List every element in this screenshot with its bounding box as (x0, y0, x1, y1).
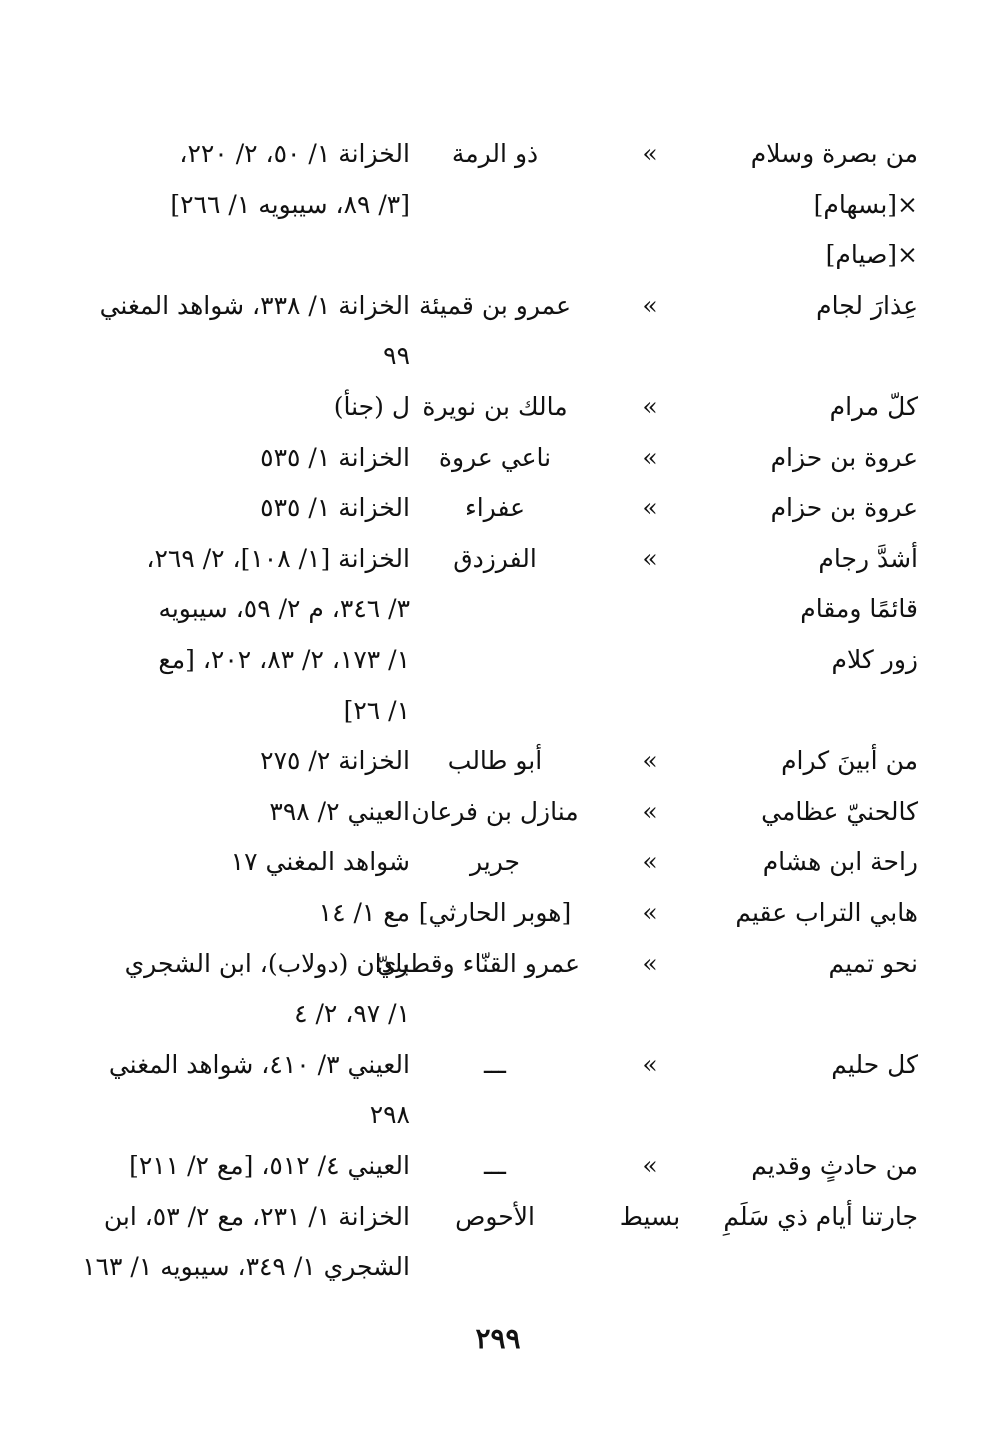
source-reference: ٩٩ (383, 341, 410, 370)
poet-name: ـــ (484, 1050, 506, 1079)
poet-name: [هوبر الحارثي] (418, 898, 572, 927)
index-row (70, 636, 930, 684)
source-reference: الخزانة ١/ ٥٠، ٢/ ٢٢٠، (179, 139, 410, 168)
index-row (70, 1142, 930, 1190)
poet-name: أبو طالب (447, 746, 543, 775)
index-row (70, 737, 930, 785)
source-reference: الخزانة ١/ ٢٣١، مع ٢/ ٥٣، ابن (103, 1202, 410, 1231)
meter-text: بسيط (619, 1202, 681, 1231)
meter-text: » (642, 139, 658, 168)
poet-name: منازل بن فرعان (411, 797, 579, 826)
source-reference: بلدان (دولاب)، ابن الشجري (124, 949, 410, 978)
poet-name: مالك بن نويرة (422, 392, 568, 421)
verse-text: عروة بن حزام (770, 443, 918, 472)
meter-text: » (642, 443, 658, 472)
verse-text: عِذارَ لجام (816, 291, 918, 320)
source-reference: ١/ ٢٦] (343, 696, 410, 725)
verse-text: من بصرة وسلام (750, 139, 918, 168)
verse-text: كلّ مرام (829, 392, 918, 421)
verse-text: راحة ابن هشام (762, 847, 918, 876)
meter-text: » (642, 544, 658, 573)
source-reference: مع ١/ ١٤ (318, 898, 410, 927)
page-number: ٢٩٩ (475, 1322, 521, 1355)
index-row (70, 434, 930, 482)
source-reference: الخزانة ٢/ ٢٧٥ (260, 746, 410, 775)
source-reference: الخزانة ١/ ٥٣٥ (260, 493, 410, 522)
source-reference: شواهد المغني ١٧ (230, 847, 410, 876)
source-reference: العيني ٤/ ٥١٢، [مع ٢/ ٢١١] (129, 1151, 410, 1180)
verse-text: قائمًا ومقام (800, 594, 918, 623)
index-row (70, 484, 930, 532)
source-reference: ١/ ٩٧، ٢/ ٤ (294, 999, 410, 1028)
meter-text: » (642, 797, 658, 826)
index-row (70, 535, 930, 583)
meter-text: » (642, 847, 658, 876)
verse-text: زور كلام (831, 645, 918, 674)
poet-name: عمرو بن قميئة (418, 291, 571, 320)
index-row (70, 1193, 930, 1241)
meter-text: » (642, 746, 658, 775)
source-reference: الخزانة [١/ ١٠٨]، ٢/ ٢٦٩، (146, 544, 410, 573)
verse-text: نحو تميم (828, 949, 918, 978)
index-row (70, 383, 930, 431)
verse-text: عروة بن حزام (770, 493, 918, 522)
source-reference: العيني ٢/ ٣٩٨ (269, 797, 410, 826)
index-row (70, 940, 930, 988)
index-row (70, 1243, 930, 1291)
index-row (70, 788, 930, 836)
index-row (70, 231, 930, 279)
meter-text: » (642, 949, 658, 978)
verse-text: من أبينَ كرام (781, 746, 918, 775)
source-reference: ٢٩٨ (369, 1100, 410, 1129)
poet-name: ناعي عروة (438, 443, 552, 472)
source-reference: ١/ ١٧٣، ٢/ ٨٣، ٢٠٢، [مع (158, 645, 410, 674)
meter-text: » (642, 1050, 658, 1079)
index-row (70, 332, 930, 380)
verse-text: كالحنيّ عظامي (761, 797, 918, 826)
meter-text: » (642, 392, 658, 421)
index-row (70, 282, 930, 330)
index-row (70, 585, 930, 633)
verse-text: كل حليم (831, 1050, 918, 1079)
meter-text: » (642, 1151, 658, 1180)
poet-name: جرير (470, 847, 520, 876)
verse-text: جارتنا أيام ذي سَلَمِ (723, 1202, 918, 1231)
source-reference: ٣/ ٣٤٦، م ٢/ ٥٩، سيبويه (158, 594, 410, 623)
index-row (70, 1041, 930, 1089)
poet-name: عفراء (464, 493, 526, 522)
poet-name: ذو الرمة (451, 139, 539, 168)
verse-text: أشدَّ رجام (818, 544, 918, 573)
verse-text: هابي التراب عقيم (735, 898, 918, 927)
source-reference: الشجري ١/ ٣٤٩، سيبويه ١/ ١٦٣ (82, 1252, 410, 1281)
poet-name: الفرزدق (453, 544, 537, 573)
index-row (70, 990, 930, 1038)
index-row (70, 1091, 930, 1139)
meter-text: » (642, 493, 658, 522)
verse-text: ×[صيام] (825, 240, 918, 269)
verse-text: ×[بسهام] (813, 190, 918, 219)
meter-text: » (642, 291, 658, 320)
source-reference: الخزانة ١/ ٥٣٥ (260, 443, 410, 472)
source-reference: العيني ٣/ ٤١٠، شواهد المغني (108, 1050, 410, 1079)
poet-name: ـــ (484, 1151, 506, 1180)
poet-name: الأحوص (455, 1202, 535, 1231)
verse-text: من حادثٍ وقديم (751, 1151, 918, 1180)
source-reference: ل (جنأ) (333, 392, 410, 421)
index-row (70, 687, 930, 735)
source-reference: الخزانة ١/ ٣٣٨، شواهد المغني (99, 291, 410, 320)
index-row (70, 838, 930, 886)
index-row (70, 181, 930, 229)
meter-text: » (642, 898, 658, 927)
index-row (70, 889, 930, 937)
source-reference: [٣/ ٨٩، سيبويه ١/ ٢٦٦] (170, 190, 410, 219)
poet-name: عمرو القنّاء وقطريّ (376, 949, 580, 978)
index-row (70, 130, 930, 178)
